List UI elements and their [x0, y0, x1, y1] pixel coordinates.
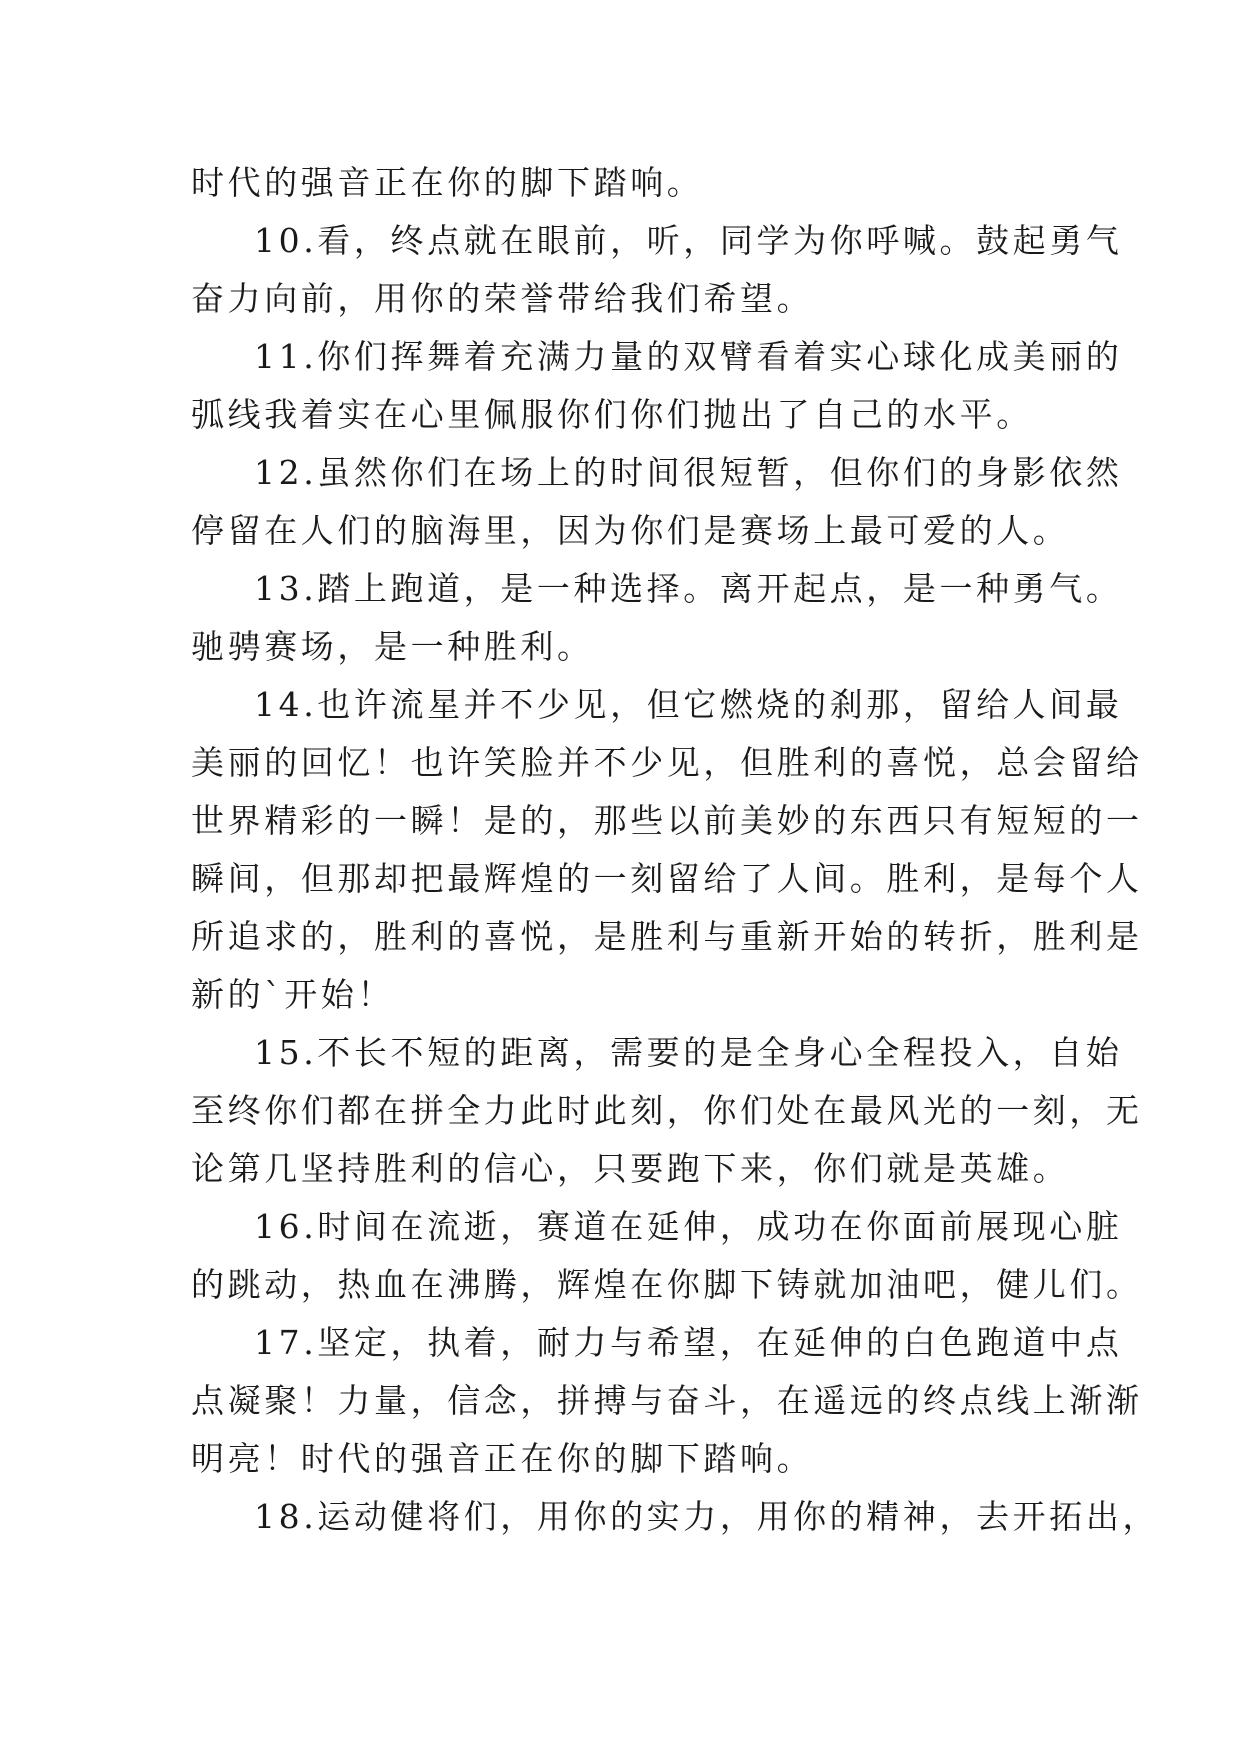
text-line: 瞬间，但那却把最辉煌的一刻留给了人间。胜利，是每个人: [191, 859, 1143, 898]
text-line: 12.虽然你们在场上的时间很短暂，但你们的身影依然: [254, 453, 1123, 492]
text-line: 点凝聚！力量，信念，拼搏与奋斗，在遥远的终点线上渐渐: [191, 1381, 1143, 1420]
text-line: 17.坚定，执着，耐力与希望，在延伸的白色跑道中点: [254, 1323, 1123, 1362]
text-line: 至终你们都在拼全力此时此刻，你们处在最风光的一刻，无: [191, 1091, 1143, 1130]
text-line: 时代的强音正在你的脚下踏响。: [191, 163, 704, 202]
text-line: 论第几坚持胜利的信心，只要跑下来，你们就是英雄。: [191, 1149, 1070, 1188]
text-line: 18.运动健将们，用你的实力，用你的精神，去开拓出，: [254, 1497, 1160, 1536]
text-line: 13.踏上跑道，是一种选择。离开起点，是一种勇气。: [254, 569, 1123, 608]
text-line: 世界精彩的一瞬！是的，那些以前美妙的东西只有短短的一: [191, 801, 1143, 840]
text-line: 弧线我着实在心里佩服你们你们抛出了自己的水平。: [191, 395, 1033, 434]
text-line: 的跳动，热血在沸腾，辉煌在你脚下铸就加油吧，健儿们。: [191, 1265, 1143, 1304]
text-line: 16.时间在流逝，赛道在延伸，成功在你面前展现心脏: [254, 1207, 1123, 1246]
text-line: 驰骋赛场，是一种胜利。: [191, 627, 594, 666]
text-line: 停留在人们的脑海里，因为你们是赛场上最可爱的人。: [191, 511, 1070, 550]
text-line: 美丽的回忆！也许笑脸并不少见，但胜利的喜悦，总会留给: [191, 743, 1143, 782]
text-line: 10.看，终点就在眼前，听，同学为你呼喊。鼓起勇气: [254, 221, 1123, 260]
text-line: 15.不长不短的距离，需要的是全身心全程投入，自始: [254, 1033, 1123, 1072]
text-line: 奋力向前，用你的荣誉带给我们希望。: [191, 279, 814, 318]
text-line: 所追求的，胜利的喜悦，是胜利与重新开始的转折，胜利是: [191, 917, 1143, 956]
text-line: 14.也许流星并不少见，但它燃烧的刹那，留给人间最: [254, 685, 1123, 724]
text-line: 新的`开始！: [191, 975, 395, 1014]
text-line: 11.你们挥舞着充满力量的双臂看着实心球化成美丽的: [254, 337, 1123, 376]
text-line: 明亮！时代的强音正在你的脚下踏响。: [191, 1439, 814, 1478]
